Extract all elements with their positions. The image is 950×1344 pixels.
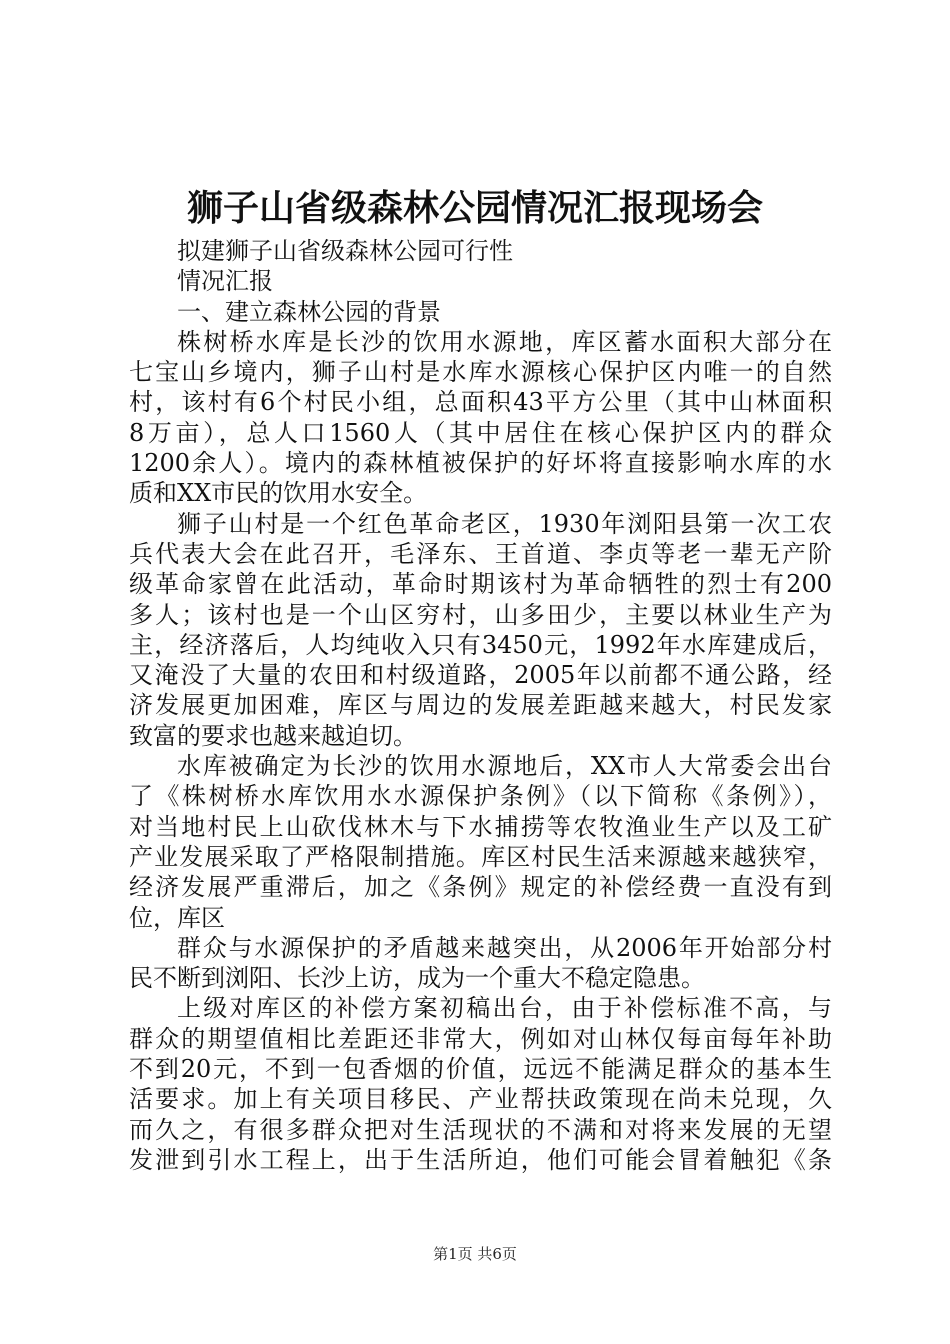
text-line: 了《株树桥水库饮用水水源保护条例》（以下简称《条例》），	[129, 782, 832, 811]
text-line: 主，经济落后，人均纯收入只有3450元，1992年水库建成后，	[129, 630, 832, 659]
text-line: 株树桥水库是长沙的饮用水源地，库区蓄水面积大部分在	[177, 327, 832, 356]
page-footer: 第1页 共6页	[433, 1245, 517, 1263]
text-line: 对当地村民上山砍伐林木与下水捕捞等农牧渔业生产以及工矿	[129, 812, 832, 841]
text-line: 群众的期望值相比差距还非常大，例如对山林仅每亩每年补助	[129, 1024, 832, 1053]
text-line: 狮子山村是一个红色革命老区，1930年浏阳县第一次工农	[177, 509, 832, 538]
text-line: 七宝山乡境内，狮子山村是水库水源核心保护区内唯一的自然	[129, 358, 832, 387]
text-line: 上级对库区的补偿方案初稿出台，由于补偿标准不高，与	[177, 994, 832, 1023]
text-line: 民不断到浏阳、长沙上访，成为一个重大不稳定隐患。	[129, 964, 705, 993]
text-line: 情况汇报	[177, 267, 273, 296]
text-line: 济发展更加困难，库区与周边的发展差距越来越大，村民发家	[129, 691, 832, 720]
text-line: 质和XX市民的饮用水安全。	[129, 479, 428, 508]
document-body	[129, 236, 832, 1175]
text-line: 兵代表大会在此召开，毛泽东、王首道、李贞等老一辈无产阶	[129, 539, 832, 568]
text-line: 位，库区	[129, 903, 225, 932]
text-line: 多人；该村也是一个山区穷村，山多田少，主要以林业生产为	[129, 600, 832, 629]
text-line: 发泄到引水工程上，出于生活所迫，他们可能会冒着触犯《条	[129, 1145, 832, 1174]
text-line: 又淹没了大量的农田和村级道路，2005年以前都不通公路，经	[129, 661, 832, 690]
text-line: 8万亩），总人口1560人（其中居住在核心保护区内的群众	[129, 418, 832, 447]
text-line: 一、建立森林公园的背景	[177, 297, 441, 326]
text-line: 拟建狮子山省级森林公园可行性	[177, 237, 513, 265]
text-line: 村，该村有6个村民小组，总面积43平方公里（其中山林面积	[129, 388, 832, 417]
text-line: 1200余人）。境内的森林植被保护的好坏将直接影响水库的水	[129, 449, 832, 478]
page-title: 狮子山省级森林公园情况汇报现场会	[186, 187, 763, 229]
text-line: 级革命家曾在此活动，革命时期该村为革命牺牲的烈士有200	[129, 570, 832, 599]
text-line: 产业发展采取了严格限制措施。库区村民生活来源越来越狭窄，	[129, 842, 832, 871]
text-line: 致富的要求也越来越迫切。	[129, 721, 417, 750]
text-line: 不到20元，不到一包香烟的价值，远远不能满足群众的基本生	[129, 1055, 832, 1084]
text-line: 群众与水源保护的矛盾越来越突出，从2006年开始部分村	[177, 933, 832, 962]
text-line: 经济发展严重滞后，加之《条例》规定的补偿经费一直没有到	[129, 873, 832, 902]
text-line: 活要求。加上有关项目移民、产业帮扶政策现在尚未兑现，久	[129, 1085, 832, 1114]
text-line: 水库被确定为长沙的饮用水源地后，XX市人大常委会出台	[177, 752, 832, 781]
text-line: 而久之，有很多群众把对生活现状的不满和对将来发展的无望	[129, 1115, 832, 1144]
